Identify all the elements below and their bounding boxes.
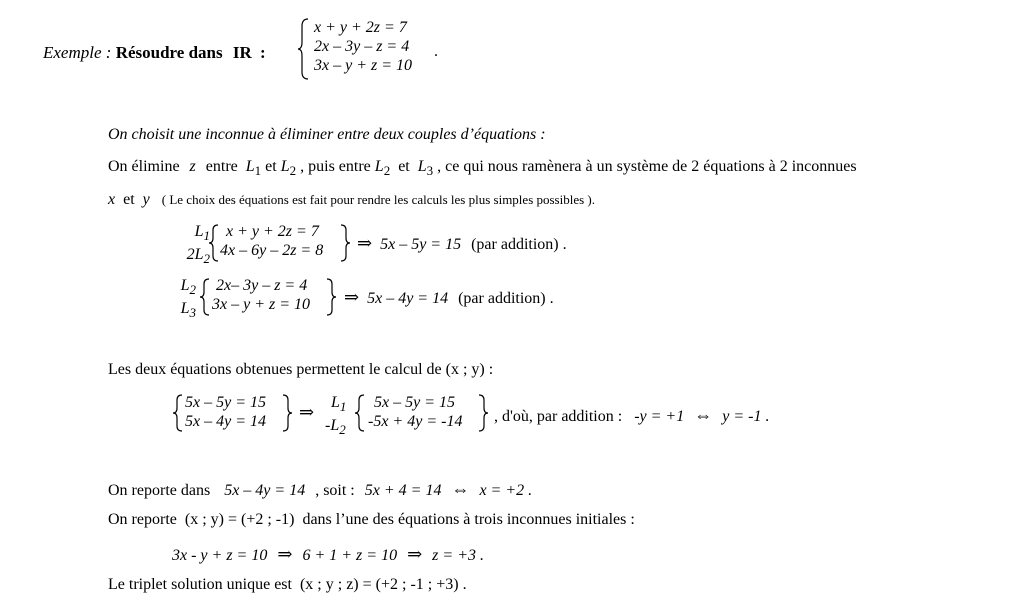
elim-l1: L (245, 158, 255, 175)
two-eq-line: Les deux équations obtenues permettent le calcul de (x ; y) : (108, 361, 494, 378)
calc-b: 6 + 1 + z = 10 (302, 547, 398, 564)
sys3-left-eq-1: 5x – 5y = 15 (185, 394, 266, 411)
sys2-arrow: ⇒ (344, 287, 360, 307)
var-et: et (123, 191, 135, 208)
example-title: Résoudre dans (115, 43, 223, 62)
elim-text-2: entre (205, 158, 238, 175)
sys1-eq-1: x + y + 2z = 7 (226, 223, 319, 240)
sys3-r2: y = -1 . (722, 408, 770, 425)
vars-line (108, 191, 595, 209)
report1-equiv: ⇔ (451, 479, 470, 499)
sys3-label-1-sub: 1 (339, 399, 347, 415)
report1-line (108, 479, 532, 500)
elim-l2: L (280, 158, 290, 175)
sys3-right-equations (368, 393, 462, 431)
sys3-left-equations (185, 393, 266, 431)
example-header (43, 43, 266, 63)
sys1-equations (220, 222, 323, 260)
sys3-right-brace-1 (282, 394, 292, 432)
sys2-labels (170, 276, 196, 322)
intro-line: On choisit une inconnue à éliminer entre deux couples d’équations : (108, 126, 546, 143)
sys1-labels (170, 222, 210, 268)
sys3-tail-text: , d'où, par addition : (494, 408, 623, 425)
sys1-result (357, 233, 567, 254)
elim-l2b-sub: 2 (383, 163, 391, 179)
report1-eq: 5x – 4y = 14 (224, 482, 306, 499)
calc-arrow-1: ⇒ (277, 544, 293, 564)
sys1-label-1-sub: 1 (203, 228, 210, 244)
report1-text-1: On reporte dans (108, 482, 211, 499)
sys1-right-brace (340, 224, 350, 262)
sys2-right-brace (326, 278, 336, 316)
calc-c: z = +3 . (432, 547, 484, 564)
elim-l1-sub: 1 (254, 163, 262, 179)
calc-line (172, 544, 484, 565)
sys1-label-2: 2L (186, 246, 204, 264)
example-period: . (434, 43, 438, 60)
sys3-label-2-sub: 2 (339, 422, 346, 438)
sys1-note: (par addition) . (471, 236, 567, 253)
elim-text-1: On élimine (108, 158, 180, 175)
sys1-left-brace (209, 224, 219, 262)
example-eq-1: x + y + 2z = 7 (314, 19, 407, 36)
calc-arrow-2: ⇒ (407, 544, 423, 564)
sys3-label-2: -L (325, 417, 340, 435)
report1-eq2: 5x + 4 = 14 (364, 482, 442, 499)
calc-a: 3x - y + z = 10 (172, 547, 268, 564)
example-brace (298, 18, 310, 80)
solution-line: Le triplet solution unique est (x ; y ; z) = (+2 ; -1 ; +3) . (108, 576, 467, 593)
sys3-right-brace-2 (478, 394, 488, 432)
sys2-result-eq: 5x – 4y = 14 (367, 290, 449, 307)
sys1-label-2-sub: 2 (203, 251, 210, 267)
elim-l3-sub: 3 (426, 163, 434, 179)
report1-text-2: , soit : (315, 482, 355, 499)
sys3-right-eq-2: -5x + 4y = -14 (368, 413, 463, 430)
elim-text-3: et (265, 158, 277, 175)
var-x: x (108, 191, 116, 208)
example-label: Exemple : (43, 43, 112, 62)
sys3-equiv: ⇔ (694, 405, 713, 425)
sys1-result-eq: 5x – 5y = 15 (380, 236, 462, 253)
sys3-right-eq-1: 5x – 5y = 15 (374, 394, 455, 411)
sys2-label-1-sub: 2 (189, 282, 196, 298)
elim-l2b: L (374, 158, 384, 175)
sys1-arrow: ⇒ (357, 233, 373, 253)
sys3-r1: -y = +1 (634, 408, 685, 425)
sys1-eq-2: 4x – 6y – 2z = 8 (220, 242, 324, 259)
sys2-note: (par addition) . (458, 290, 554, 307)
example-eq-2: 2x – 3y – z = 4 (314, 38, 410, 55)
report2-line: On reporte (x ; y) = (+2 ; -1) dans l’une des équations à trois inconnues initiales : (108, 511, 635, 528)
elim-l3: L (417, 158, 427, 175)
example-eq-3: 3x – y + z = 10 (314, 57, 413, 74)
sys3-left-brace-1 (173, 394, 183, 432)
sys3-left-eq-2: 5x – 4y = 14 (185, 413, 266, 430)
sys2-label-2: L (180, 300, 190, 318)
example-set: IR (232, 43, 252, 62)
sys2-label-1: L (180, 277, 190, 294)
sys2-left-brace (200, 278, 210, 316)
elim-text-4: , puis entre (300, 158, 371, 175)
example-system (314, 18, 412, 75)
sys3-label-1: L (331, 394, 340, 411)
elim-text-6: , ce qui nous ramènera à un système de 2 équations à 2 inconnues (437, 158, 857, 175)
elimination-line (108, 158, 857, 179)
sys2-equations (212, 276, 310, 314)
elim-text-5: et (398, 158, 410, 175)
sys3-arrow: ⇒ (299, 402, 315, 422)
sys1-label-1: L (194, 223, 204, 240)
sys3-tail (494, 405, 769, 426)
elim-l2-sub: 2 (289, 163, 297, 179)
elim-var-z: z (189, 158, 196, 175)
sys2-result (344, 287, 554, 308)
report1-res: x = +2 . (479, 482, 533, 499)
sys2-eq-2: 3x – y + z = 10 (212, 296, 311, 313)
var-y: y (142, 191, 150, 208)
sys3-left-brace-2 (355, 394, 365, 432)
example-colon: : (260, 43, 266, 62)
vars-note: ( Le choix des équations est fait pour rendre les calculs les plus simples possibles ). (161, 192, 595, 207)
sys2-eq-1: 2x– 3y – z = 4 (216, 277, 308, 294)
sys2-label-2-sub: 3 (189, 305, 196, 321)
sys3-labels (325, 393, 353, 439)
